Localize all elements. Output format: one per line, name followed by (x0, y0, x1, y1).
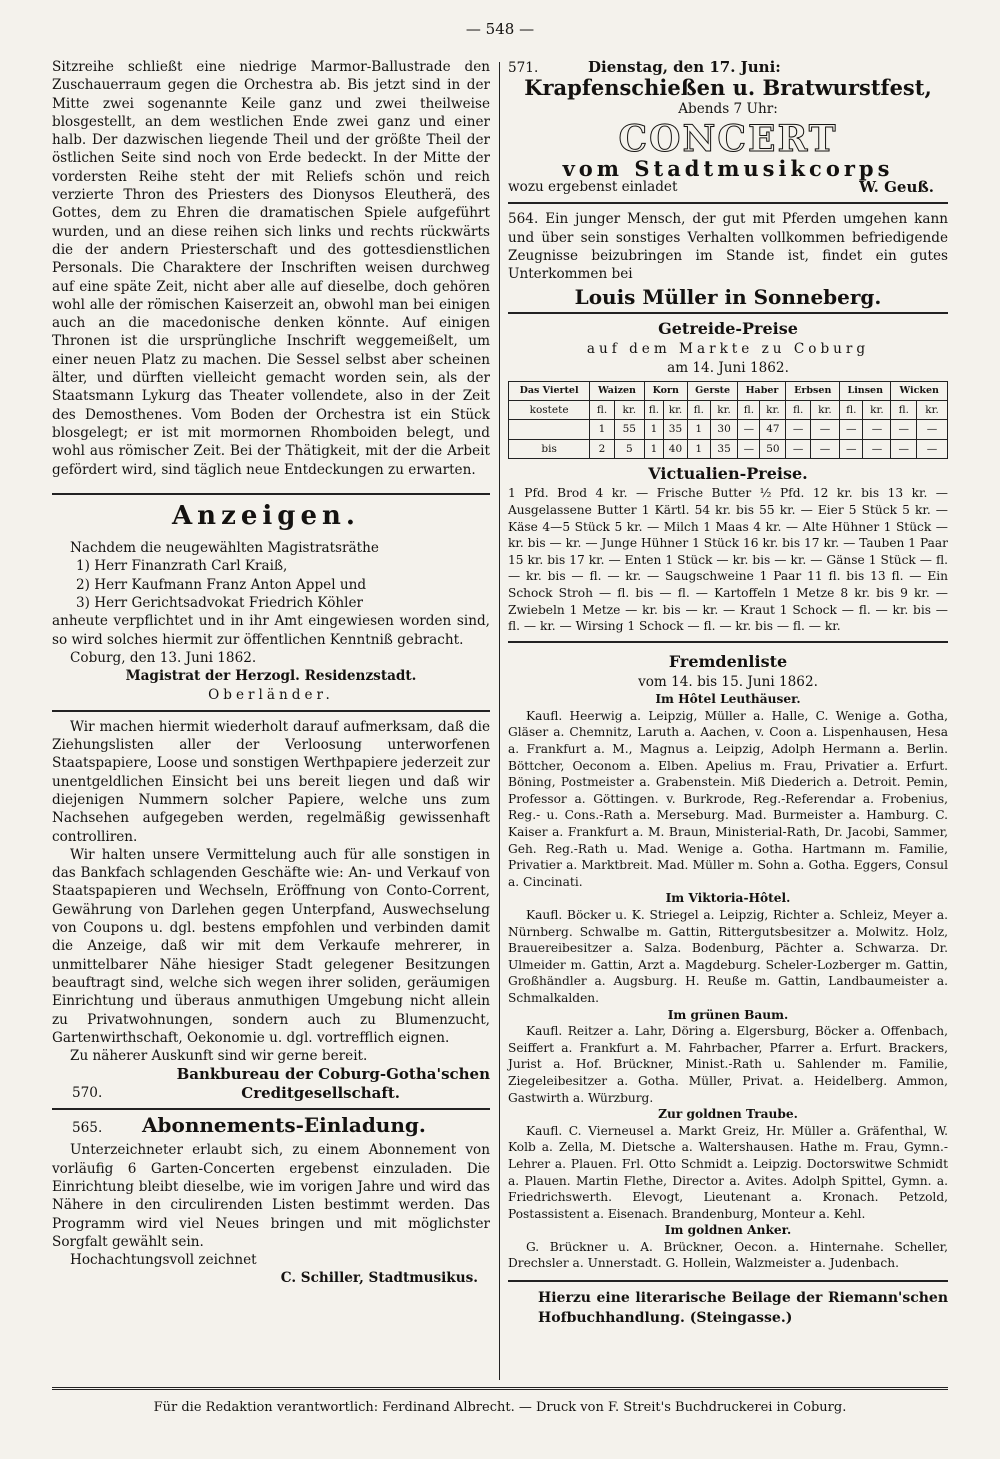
grain-price-table (508, 381, 948, 459)
ad-body: anheute verpflichtet und in ihr Amt eingewiesen worden sind, so wird solches hiermit zur öffentlichen Kenntniß gebracht. (52, 613, 490, 648)
column-divider (499, 62, 500, 1380)
abonnement-signature: C. Schiller, Stadtmusikus. (280, 1270, 478, 1287)
abonnement-closing: Hochachtungsvoll zeichnet (70, 1252, 257, 1269)
table-cell: kr. (664, 401, 688, 420)
concert-date: Dienstag, den 17. Juni: (588, 58, 781, 76)
table-cell: fl. (644, 401, 663, 420)
bank-paragraph: Zu näherer Auskunft sind wir gerne bereit. (70, 1048, 368, 1065)
table-cell: — (810, 420, 839, 439)
separator (508, 641, 948, 643)
fest-title: Krapfenschießen u. Bratwurstfest, (524, 75, 932, 101)
bank-signature: Creditgesellschaft. (241, 1083, 400, 1102)
hotel-name: Im goldnen Anker. (664, 1223, 792, 1238)
concert-heading: CONCERT (618, 117, 838, 160)
bank-paragraph: Wir halten unsere Vermittelung auch für alle sonstigen in das Bankfach schlagenden Geschäfte wie: An- und Verkauf von Staatspapieren und Wechseln, Eröffnung von Conto-Corrent, Gewährung von Darlehen gegen Unterpfand, Auswechselung von Coupons u. dgl. bestens empfohlen und verbinden damit die Anzeige, daß wir mit dem Verkaufe mehrerer, in unmittelbarer Nähe hiesiger Stadt gelegener Besitzungen beauftragt sind, welche sich wegen ihrer soliden, geräumigen Einrichtung und überaus anmuthigen Umgebung nicht allein zu Privatwohnungen, sondern auch zu Blumenzucht, Gartenwirthschaft, Oekonomie u. dgl. vortrefflich eignen. (52, 846, 490, 1046)
table-cell: kr. (710, 401, 738, 420)
table-row (509, 439, 948, 458)
table-row (509, 401, 948, 420)
row-label (509, 420, 590, 439)
table-cell: 30 (710, 420, 738, 439)
hotel-guests: Kaufl. Reitzer a. Lahr, Döring a. Elgersburg, Böcker a. Offenbach, Seiffert a. Frankfurt a. M. Fahrbacher, Pfarrer a. Erfurt. Brackers, Jurist a. Hof. Brückner, Minist.-Rath u. Sahlender m. Familie, Ziegeleibesitzer a. Gotha. Müller, Privat. a. Heidelberg. Ammon, Gastwirth a. Würzburg. (508, 1024, 948, 1105)
hotel-name: Im Viktoria-Hôtel. (665, 891, 791, 906)
table-cell: fl. (738, 401, 760, 420)
ad-number: 571. (508, 60, 539, 76)
separator (508, 202, 948, 204)
bank-signature: Bankbureau der Coburg-Gotha'schen (176, 1065, 490, 1084)
job-ad-name: Louis Müller in Sonneberg. (574, 284, 882, 309)
left-column (52, 58, 490, 1288)
ad-name: Oberländer. (208, 686, 334, 703)
job-ad-body: Ein junger Mensch, der gut mit Pferden umgehen kann und über sein sonstiges Verhalten vollkommen befriedigende Zeugnisse beizubringen im Stande ist, findet ein gutes Unterkommen bei (508, 211, 948, 283)
table-cell: 55 (614, 420, 644, 439)
table-cell: 1 (644, 439, 663, 458)
table-cell: kr. (614, 401, 644, 420)
page-number: — 548 — (465, 20, 535, 38)
fremdenliste-date: vom 14. bis 15. Juni 1862. (638, 673, 818, 690)
table-cell: — (840, 420, 863, 439)
hotel-guests: G. Brückner u. A. Brückner, Oecon. a. Hinternahe. Scheller, Drechsler a. Unnerstadt. G. Hollein, Walzmeister a. Judenbach. (508, 1239, 948, 1271)
table-cell: kr. (810, 401, 839, 420)
row-label: kostete (509, 401, 590, 420)
separator (508, 1280, 948, 1282)
hotel-name: Im grünen Baum. (667, 1007, 789, 1022)
ad-signature: Magistrat der Herzogl. Residenzstadt. (125, 668, 417, 685)
table-header: Haber (738, 381, 786, 400)
hotel-guests: Kaufl. Böcker u. K. Striegel a. Leipzig, Richter a. Schleiz, Meyer a. Nürnberg. Schwalbe m. Gattin, Rittergutsbesitzer a. Molwitz. Holz, Brauereibesitzer a. Salza. Bodenburg, Pächter a. Schwarza. Dr. Ulmeider m. Gattin, Arzt a. Magdeburg. Scheler-Lozberger m. Gattin, Großhändler a. Augsburg. H. Reuße m. Gattin, Landbaumeister a. Schmalkalden. (508, 908, 948, 1005)
fremdenliste-title: Fremdenliste (668, 651, 788, 671)
article-text: Sitzreihe schließt eine niedrige Marmor-Ballustrade den Zuschauerraum gegen die Orchestra ab. Bis jetzt sind in der Mitte zwei sogenannte Keile ganz und zwei theilweise blosgestellt, an dem westlichen Ende zwei ganz und einer halb. Der dazwischen liegende Theil und der größte Theil der östlichen Seite sind noch von Erde bedeckt. In der Mitte der vordersten Reihe steht der mit Reliefs schön und reich verzierte Thron des Priesters des Dionysos Eleutherä, des Gottes, dem zu Ehren die dramatischen Spiele aufgeführt wurden, und an diese reihen sich links und rechts rückwärts die der andern Priesterschaft und des gottesdienstlichen Personals. Die Charaktere der Inschriften weisen durchweg auf eine späte Zeit, nicht aber alle auf dieselbe, doch gehören wohl alle der römischen Kaiserzeit an, obwohl man bei einigen auch an die macedonische denken könnte. Auf einigen Thronen ist die ursprüngliche Inschrift weggemeißelt, um einer neuen Platz zu machen. Die Sessel selbst aber scheinen älter, und dürften vielleicht gemacht worden sein, als der Staatsmann Lykurg das Theater vollendete, also in der Zeit des Demosthenes. Vom Boden der Orchestra ist ein Stück blosgelegt; er ist mit mormornen Rhomboiden belegt, und wohl aus römischer Zeit. Bei der Thätigkeit, mit der die Arbeit gefördert wird, sind täglich neue Entdeckungen zu erwarten. (52, 59, 490, 478)
ad-list (52, 557, 490, 612)
table-cell: — (917, 439, 948, 458)
ad-number: 564. (508, 211, 539, 228)
table-cell: 35 (710, 439, 738, 458)
stadtmusik-line: vom Stadtmusikcorps (562, 155, 894, 181)
separator (508, 312, 948, 314)
hotel-guests: Kaufl. C. Vierneusel a. Markt Greiz, Hr. Müller a. Gräfenthal, W. Kolb a. Zella, M. Dietsche a. Waltershausen. Hathe m. Frau, Gymn.-Lehrer a. Plauen. Frl. Otto Schmidt a. Leipzig. Doctorswitwe Schmidt a. Plauen. Martin Flethe, Director a. Avites. Adolph Spittel, Gymn. a. Friedrichswerth. Elevogt, Lieutenant a. Kronach. Petzold, Postassistent a. Eisenach. Brandenburg, Monteur a. Kehl. (508, 1123, 948, 1221)
concert-time: Abends 7 Uhr: (678, 100, 778, 117)
hotel-list (508, 691, 948, 1272)
table-cell: 1 (687, 439, 710, 458)
table-cell: — (786, 439, 810, 458)
table-header: Korn (644, 381, 687, 400)
table-header: Wicken (891, 381, 948, 400)
table-header-row (509, 381, 948, 400)
hotel-name: Im Hôtel Leuthäuser. (655, 692, 801, 707)
grain-prices-date: am 14. Juni 1862. (667, 359, 789, 376)
table-cell: fl. (840, 401, 863, 420)
table-header: Linsen (840, 381, 891, 400)
printer-footer: Für die Redaktion verantwortlich: Ferdinand Albrecht. — Druck von F. Streit's Buchdruckerei in Coburg. (52, 1387, 948, 1415)
table-cell: — (863, 439, 891, 458)
table-header: Erbsen (786, 381, 840, 400)
hotel-guests: Kaufl. Heerwig a. Leipzig, Müller a. Halle, C. Wenige a. Gotha, Gläser a. Chemnitz, Laruth a. Aachen, v. Coon a. Lispenhausen, Hesa a. Frankfurt a. M., Magnus a. Leipzig, Adolph Hermann a. Berlin. Böttcher, Oeconom a. Elben. Apelius m. Frau, Privatier a. Erfurt. Böning, Postmeister a. Grabenstein. Miß Diederich a. Detroit. Pemin, Professor a. Göttingen. v. Burkrode, Reg.-Referendar a. Frobenius, Reg.- u. Cons.-Rath a. Merseburg. Mad. Burmeister a. Hamburg. C. Kaiser a. Frankfurt a. M. Braun, Ministerial-Rath, Dr. Jacobi, Sammer, Geh. Reg.-Rath u. Mad. Wenige a. Gotha. Hartmann m. Familie, Privatier a. Marktbreit. Mad. Müller m. Sohn a. Gotha. Eggers, Consul a. Cincinati. (508, 708, 948, 889)
table-cell: — (840, 439, 863, 458)
abonnement-header (52, 1113, 490, 1138)
table-header: Gerste (687, 381, 738, 400)
table-cell: — (810, 439, 839, 458)
table-cell: — (738, 420, 760, 439)
table-header: Waizen (590, 381, 645, 400)
separator (52, 493, 490, 495)
victual-prices-title: Victualien-Preise. (648, 464, 808, 484)
table-row (509, 420, 948, 439)
table-cell: kr. (863, 401, 891, 420)
table-cell: — (891, 420, 917, 439)
abonnement-body: Unterzeichneter erlaubt sich, zu einem Abonnement von vorläufig 6 Garten-Concerten ergebenst einzuladen. Die Einrichtung bleibt dieselbe, wie im vorigen Jahre und wird das Nähere in den circulirenden Listen bestimmt werden. Das Programm wird viel Neues bringen und mit möglichster Sorgfalt gewählt sein. (52, 1142, 490, 1250)
table-cell: — (738, 439, 760, 458)
list-item: 3) Herr Gerichtsadvokat Friedrich Köhler (76, 595, 364, 612)
beilage-note: Hierzu eine literarische Beilage der Riemann'schen Hofbuchhandlung. (Steingasse.) (538, 1290, 948, 1327)
anzeigen-heading: Anzeigen. (172, 500, 360, 531)
right-column (508, 58, 948, 1328)
abonnement-title: Abonnements-Einladung. (142, 1113, 426, 1138)
bank-signature-row (52, 1084, 490, 1102)
table-cell: fl. (687, 401, 710, 420)
table-cell: — (786, 420, 810, 439)
table-cell: 5 (614, 439, 644, 458)
ad-number: 565. (72, 1120, 103, 1137)
separator (52, 710, 490, 712)
grain-prices-title: Getreide-Preise (658, 318, 798, 338)
table-cell: fl. (786, 401, 810, 420)
separator (52, 1108, 490, 1110)
table-cell: — (917, 420, 948, 439)
table-cell: fl. (891, 401, 917, 420)
ad-number: 570. (72, 1084, 103, 1101)
table-cell: fl. (590, 401, 615, 420)
list-item: 1) Herr Finanzrath Carl Kraiß, (76, 558, 288, 575)
table-cell: kr. (760, 401, 786, 420)
grain-prices-market: auf dem Markte zu Coburg (586, 341, 870, 358)
ad-lead: Nachdem die neugewählten Magistratsräthe (70, 540, 379, 557)
table-cell: 47 (760, 420, 786, 439)
concert-signature-row (508, 178, 948, 196)
row-label: bis (509, 439, 590, 458)
table-cell: 1 (644, 420, 663, 439)
ad-date: Coburg, den 13. Juni 1862. (70, 649, 257, 666)
invite-text: wozu ergebenst einladet (508, 179, 678, 196)
list-item: 2) Herr Kaufmann Franz Anton Appel und (76, 576, 367, 593)
table-cell: — (891, 439, 917, 458)
table-cell: 1 (687, 420, 710, 439)
table-cell: 50 (760, 439, 786, 458)
table-header: Das Viertel (509, 381, 590, 400)
table-cell: kr. (917, 401, 948, 420)
bank-paragraph: Wir machen hiermit wiederholt darauf aufmerksam, daß die Ziehungslisten aller der Verloosung unterworfenen Staatspapiere, Loose und sonstigen Werthpapiere jederzeit zur unentgeldlichen Einsicht bei uns bereit liegen und daß wir diejenigen Nummern solcher Papiere, welche uns zum Nachsehen aufgegeben werden, regelmäßig gewissenhaft controlliren. (52, 718, 490, 845)
table-cell: 35 (664, 420, 688, 439)
table-cell: 40 (664, 439, 688, 458)
table-cell: — (863, 420, 891, 439)
table-cell: 1 (590, 420, 615, 439)
concert-signature: W. Geuß. (859, 178, 934, 197)
victual-prices-text: 1 Pfd. Brod 4 kr. — Frische Butter ½ Pfd. 12 kr. bis 13 kr. — Ausgelassene Butter 1 Kärtl. 54 kr. bis 55 kr. — Eier 5 Stück 5 kr. — Käse 4—5 Stück 5 kr. — Milch 1 Maas 4 kr. — Alte Hühner 1 Stück — kr. bis — kr. — Junge Hühner 1 Stück 16 kr. bis 17 kr. — Tauben 1 Paar 15 kr. bis 17 kr. — Enten 1 Stück — kr. bis — kr. — Gänse 1 Stück — fl. — kr. bis — fl. — kr. — Saugschweine 1 Paar 11 fl. bis 13 fl. — Ein Schock Stroh — fl. bis — fl. — Kartoffeln 1 Metze 8 kr. bis 9 kr. — Zwiebeln 1 Metze — kr. bis — kr. — Kraut 1 Schock — fl. — kr. bis — fl. — kr. — Wirsing 1 Schock — fl. — kr. bis — fl. — kr. (508, 486, 948, 634)
table-cell: 2 (590, 439, 615, 458)
job-ad-text (508, 210, 948, 283)
hotel-name: Zur goldnen Traube. (658, 1107, 798, 1122)
